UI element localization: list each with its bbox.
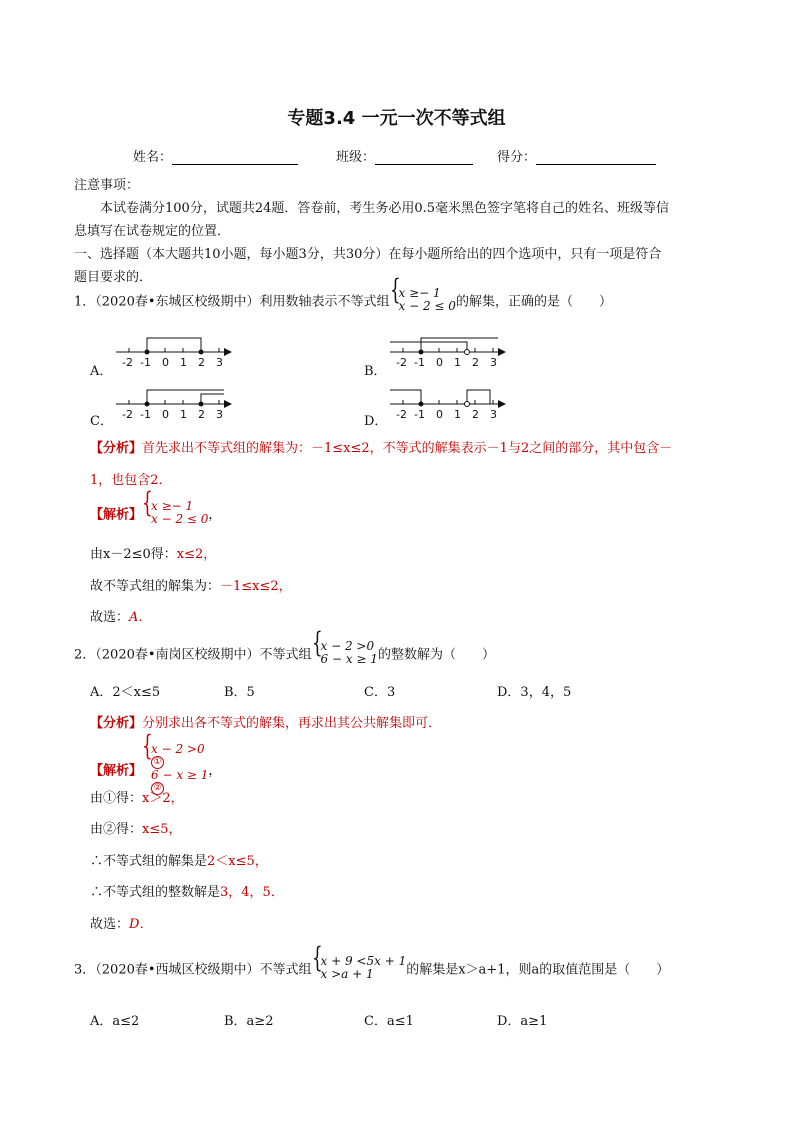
q2-stem-post: 的整数解为（ ） [377, 647, 495, 663]
q1-step-2 [90, 575, 292, 594]
q1a-tick-label: 0 [162, 356, 169, 369]
q1c-tick-label: 1 [180, 408, 187, 421]
q1-option-b-numberline[interactable] [386, 332, 508, 372]
q2-answer-label: 故选： [90, 917, 130, 932]
q2-system [312, 640, 378, 666]
q1-option-b-label: B． [364, 364, 387, 379]
class-blank[interactable] [375, 150, 473, 165]
q2-stem [74, 640, 495, 666]
q2-sol-ineq-1: { x − 2 >0 [151, 742, 205, 756]
page-title: 专题3.4 一元一次不等式组 [287, 108, 506, 129]
q2-step-1 [90, 787, 184, 806]
q1-stem-pre: 1．（2020春•东城区校级期中）利用数轴表示不等式组 [74, 294, 390, 310]
q1-option-a-label: A． [90, 364, 113, 379]
q1-system [390, 287, 456, 313]
q1a-tick-label: -2 [122, 356, 133, 369]
score-blank[interactable] [536, 150, 656, 165]
q1-analysis-text-2: 1，也包含2． [90, 473, 172, 488]
q1-ineq-2: x − 2 ≤ 0 [398, 299, 456, 313]
q2-ineq-1: { x − 2 >0 [320, 639, 375, 653]
q1-sol-ineq-1: { x ≥− 1 [151, 499, 194, 513]
q1-analysis-text-1: 首先求出不等式组的解集为：－1≤x≤2，不等式的解集表示－1与2之间的部分，其中包含－ [142, 441, 673, 456]
q1-step-2-result: －1≤x≤2， [220, 579, 292, 594]
q1b-tick-label: 1 [454, 356, 461, 369]
q1-option-a-numberline[interactable] [112, 332, 234, 372]
q2-solution-label: 【解析】 [90, 763, 143, 779]
q3-option-c[interactable]: C．a≤1 [364, 1014, 414, 1029]
q1d-tick-label: 1 [454, 408, 461, 421]
q2-step-4-text: ∴不等式组的整数解是 [90, 885, 221, 900]
q1-solution-label: 【解析】 [90, 507, 143, 523]
q1-ineq-1: { x ≥− 1 [398, 286, 441, 300]
q2-option-a[interactable]: A．2＜x≤5 [90, 685, 161, 700]
q2-circle-2: ② [151, 782, 164, 795]
q3-stem-post: 的解集是x＞a+1，则a的取值范围是（ ） [406, 962, 670, 978]
q1d-tick-label: -1 [414, 408, 425, 421]
q1-answer: A． [129, 610, 152, 625]
q1-stem-post: 的解集，正确的是（ ） [455, 294, 612, 310]
q1b-tick-label: 2 [472, 356, 479, 369]
q1-step-1 [90, 543, 216, 562]
q1a-tick-label: 3 [216, 356, 223, 369]
q2-step-4-result: 3，4，5． [220, 885, 284, 900]
q2-option-c[interactable]: C．3 [364, 685, 396, 700]
q2-step-3 [90, 850, 268, 869]
q1a-tick-label: 2 [198, 356, 205, 369]
q1-answer-line [90, 606, 151, 625]
section1-line-2: 题目要求的． [74, 270, 153, 285]
class-field[interactable] [336, 146, 473, 165]
q3-stem [74, 955, 669, 981]
q2-circle-1: ① [151, 756, 164, 769]
q1-step-1-text: 由x－2≤0得： [90, 547, 177, 562]
section1-line-1: 一、选择题（本大题共10小题，每小题3分，共30分）在每小题所给出的四个选项中，只有一项是符合 [74, 247, 662, 262]
q3-system [312, 955, 407, 981]
name-field[interactable] [133, 146, 298, 165]
q1-analysis [90, 437, 672, 456]
q1-analysis-label: 【分析】 [90, 441, 143, 456]
q2-analysis-label: 【分析】 [90, 716, 143, 731]
q3-stem-pre: 3．（2020春•西城区校级期中）不等式组 [74, 962, 312, 978]
q2-step-1-result: x＞2， [142, 791, 184, 806]
q2-analysis-text: 分别求出各不等式的解集，再求出其公共解集即可． [142, 716, 442, 731]
q1d-tick-label: 0 [436, 408, 443, 421]
q1-stem [74, 287, 612, 313]
q2-ineq-2: 6 − x ≥ 1 [320, 652, 378, 666]
q2-step-4 [90, 881, 284, 900]
notes-line-2: 息填写在试卷规定的位置． [74, 224, 231, 239]
q2-stem-pre: 2．（2020春•南岗区校级期中）不等式组 [74, 647, 312, 663]
q1-option-c-numberline[interactable] [112, 384, 234, 424]
q1c-tick-label: 2 [198, 408, 205, 421]
q1-answer-label: 故选： [90, 610, 130, 625]
q2-solution-system: 【解析】 { x − 2 >0 ① 6 − x ≥ 1 ② ， [90, 743, 221, 795]
q2-answer-line [90, 913, 152, 932]
name-blank[interactable] [172, 150, 298, 165]
q1-step-1-result: x≤2， [176, 547, 217, 562]
q3-option-d[interactable]: D．a≥1 [497, 1014, 548, 1029]
q1-step-2-text: 故不等式组的解集为： [90, 579, 221, 594]
q2-sol-ineq-2: 6 − x ≥ 1 [151, 768, 209, 782]
q1-option-d-numberline[interactable] [386, 384, 508, 424]
q1c-tick-label: -2 [122, 408, 133, 421]
q1a-tick-label: 1 [180, 356, 187, 369]
q1d-tick-label: 3 [490, 408, 497, 421]
q3-option-a[interactable]: A．a≤2 [90, 1014, 140, 1029]
q2-answer: D． [129, 917, 153, 932]
q1c-tick-label: 3 [216, 408, 223, 421]
q1a-tick-label: -1 [140, 356, 151, 369]
q1c-tick-label: -1 [140, 408, 151, 421]
q2-step-2-text: 由②得： [90, 822, 143, 837]
q1b-tick-label: 0 [436, 356, 443, 369]
q1d-tick-label: 2 [472, 408, 479, 421]
q1b-tick-label: -2 [396, 356, 407, 369]
name-label: 姓名： [133, 150, 173, 165]
q2-step-3-text: ∴不等式组的解集是 [90, 854, 208, 869]
q1b-tick-label: -1 [414, 356, 425, 369]
q3-ineq-2: x >a + 1 [320, 967, 374, 981]
q3-option-b[interactable]: B．a≥2 [224, 1014, 274, 1029]
q1-solution-brace [142, 500, 208, 526]
q2-step-2 [90, 818, 182, 837]
notes-line-1: 本试卷满分100分，试题共24题．答卷前，考生务必用0.5毫米黑色签字笔将自己的姓名、班级等信 [100, 201, 670, 216]
q1d-tick-label: -2 [396, 408, 407, 421]
q3-ineq-1: { x + 9 <5x + 1 [320, 954, 407, 968]
q2-step-3-result: 2＜x≤5， [207, 854, 268, 869]
q1c-tick-label: 0 [162, 408, 169, 421]
q1-option-d-label: D． [364, 414, 388, 429]
score-label: 得分： [497, 150, 537, 165]
q1-option-c-label: C． [90, 414, 113, 429]
q2-step-2-result: x≤5， [142, 822, 182, 837]
q2-step-1-text: 由①得： [90, 791, 143, 806]
q1-solution-system: 【解析】 { x ≥− 1 x − 2 ≤ 0 ， [90, 500, 221, 526]
class-label: 班级： [336, 150, 376, 165]
q1-sol-ineq-2: x − 2 ≤ 0 [151, 512, 209, 526]
q2-option-d[interactable]: D．3，4，5 [497, 685, 572, 700]
q1b-tick-label: 3 [490, 356, 497, 369]
notes-heading: 注意事项： [74, 178, 140, 193]
score-field[interactable] [497, 146, 656, 165]
q2-option-b[interactable]: B．5 [224, 685, 255, 700]
